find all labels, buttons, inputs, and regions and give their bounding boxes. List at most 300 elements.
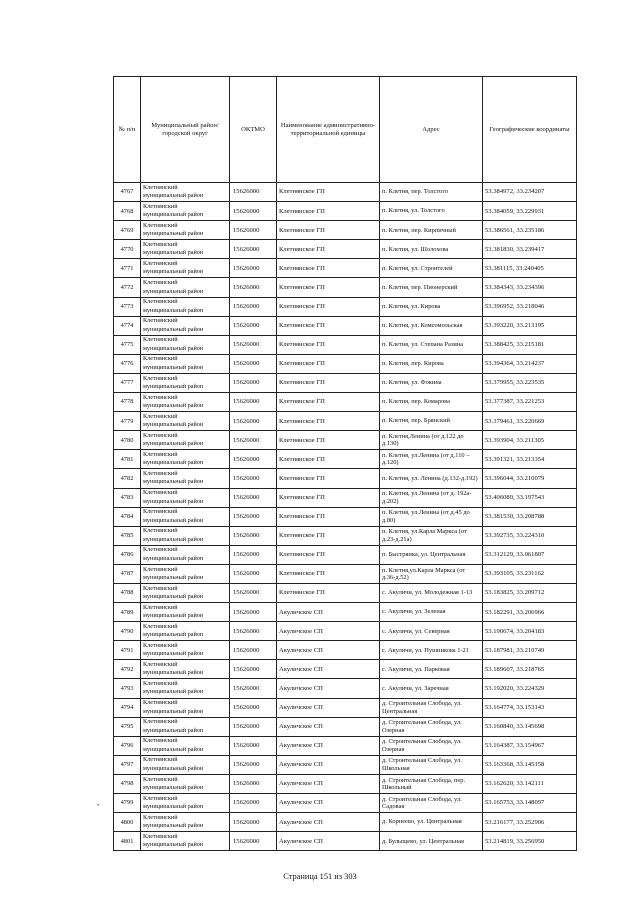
row-district (141, 373, 230, 392)
table-row (114, 736, 577, 755)
row-district-line: муниципальный район (143, 612, 204, 620)
row-address: п. Клетня, пер. Кирова (380, 354, 483, 373)
row-district (141, 603, 230, 622)
row-unit: Акуличское СП (277, 755, 380, 774)
address-table (113, 76, 577, 851)
row-district-line: муниципальный район (143, 192, 204, 200)
row-coords: 53.393105, 33.231162 (483, 564, 577, 583)
row-district-line: Клетнянский (143, 374, 178, 382)
row-oktmo: 15626000 (230, 603, 277, 622)
table-row (114, 431, 577, 450)
row-district-line: муниципальный район (143, 707, 204, 715)
row-address: д. Корнеево, ул. Центральная (380, 813, 483, 832)
table-row (114, 717, 577, 736)
row-coords: 53.381530, 33.208788 (483, 507, 577, 526)
table-row (114, 373, 577, 392)
header-district: Муниципальный район/городской округ (141, 77, 230, 183)
row-coords: 53.396044, 33.210079 (483, 469, 577, 488)
row-coords: 53.393904, 33.211305 (483, 431, 577, 450)
table-row (114, 354, 577, 373)
row-district (141, 813, 230, 832)
row-district-line: муниципальный район (143, 287, 204, 295)
row-district (141, 431, 230, 450)
row-number: 4787 (114, 564, 141, 583)
row-oktmo: 15626000 (230, 259, 277, 278)
row-number: 4769 (114, 221, 141, 240)
row-oktmo: 15626000 (230, 660, 277, 679)
row-number: 4790 (114, 622, 141, 641)
row-oktmo: 15626000 (230, 813, 277, 832)
row-district-line: муниципальный район (143, 650, 204, 658)
row-number: 4783 (114, 488, 141, 507)
row-number: 4775 (114, 335, 141, 354)
table-row (114, 221, 577, 240)
table-row (114, 278, 577, 297)
row-district (141, 183, 230, 202)
row-address: п. Клетня, пер. Кирпичный (380, 221, 483, 240)
row-district (141, 832, 230, 851)
row-unit: Клетнянское ГП (277, 202, 380, 221)
row-coords: 53.379955, 33.223535 (483, 373, 577, 392)
row-number: 4773 (114, 297, 141, 316)
row-district-line: Клетнянский (143, 641, 178, 649)
row-coords: 53.384972, 33.234207 (483, 183, 577, 202)
row-district (141, 488, 230, 507)
document-sheet (113, 76, 576, 851)
row-district (141, 717, 230, 736)
row-oktmo: 15626000 (230, 564, 277, 583)
table-row (114, 259, 577, 278)
row-number: 4780 (114, 431, 141, 450)
row-oktmo: 15626000 (230, 507, 277, 526)
row-district-line: муниципальный район (143, 745, 204, 753)
row-district (141, 622, 230, 641)
row-coords: 53.388425, 33.215181 (483, 335, 577, 354)
row-district-line: муниципальный район (143, 669, 204, 677)
row-coords: 53.381830, 33.239417 (483, 240, 577, 259)
row-number: 4797 (114, 755, 141, 774)
row-number: 4801 (114, 832, 141, 851)
row-number: 4781 (114, 450, 141, 469)
row-coords: 53.312129, 33.061807 (483, 545, 577, 564)
row-district (141, 641, 230, 660)
row-coords: 53.165753, 33.148097 (483, 794, 577, 813)
row-district-line: муниципальный район (143, 554, 204, 562)
row-district-line: Клетнянский (143, 737, 178, 745)
row-unit: Клетнянское ГП (277, 297, 380, 316)
row-district-line: муниципальный район (143, 344, 204, 352)
row-unit: Акуличское СП (277, 641, 380, 660)
row-district (141, 679, 230, 698)
row-district-line: Клетнянский (143, 832, 178, 840)
row-coords: 53.192020, 33.224329 (483, 679, 577, 698)
row-district-line: Клетнянский (143, 279, 178, 287)
row-unit: Клетнянское ГП (277, 240, 380, 259)
row-address: п. Клетня, ул. Шолохова (380, 240, 483, 259)
row-coords: 53.406089, 33.197543 (483, 488, 577, 507)
row-district-line: муниципальный район (143, 402, 204, 410)
row-district-line: Клетнянский (143, 431, 178, 439)
table-row (114, 526, 577, 545)
row-address: п. Клетня, ул. Кирова (380, 297, 483, 316)
row-unit: Клетнянское ГП (277, 354, 380, 373)
row-district-line: Клетнянский (143, 508, 178, 516)
row-district-line: Клетнянский (143, 450, 178, 458)
row-oktmo: 15626000 (230, 183, 277, 202)
row-district-line: Клетнянский (143, 584, 178, 592)
row-oktmo: 15626000 (230, 316, 277, 335)
row-district-line: Клетнянский (143, 794, 178, 802)
row-coords: 53.384343, 33.234396 (483, 278, 577, 297)
row-address: с. Акуличи, ул. Пушникова 1-21 (380, 641, 483, 660)
table-row (114, 488, 577, 507)
row-address: с. Акуличи, ул. Северная (380, 622, 483, 641)
row-unit: Клетнянское ГП (277, 545, 380, 564)
row-district-line: Клетнянский (143, 355, 178, 363)
row-district (141, 202, 230, 221)
row-oktmo: 15626000 (230, 526, 277, 545)
row-district-line: муниципальный район (143, 440, 204, 448)
row-unit: Акуличское СП (277, 698, 380, 717)
row-district-line: муниципальный район (143, 325, 204, 333)
row-district-line: Клетнянский (143, 546, 178, 554)
row-coords: 53.164387, 33.154967 (483, 736, 577, 755)
row-oktmo: 15626000 (230, 240, 277, 259)
header-coords: Географические координаты (483, 77, 577, 183)
row-district-line: муниципальный район (143, 783, 204, 791)
row-district-line: Клетнянский (143, 221, 178, 229)
row-oktmo: 15626000 (230, 679, 277, 698)
row-oktmo: 15626000 (230, 373, 277, 392)
row-district-line: муниципальный район (143, 382, 204, 390)
row-oktmo: 15626000 (230, 717, 277, 736)
row-district-line: Клетнянский (143, 336, 178, 344)
row-district-line: муниципальный район (143, 822, 204, 830)
table-row (114, 679, 577, 698)
row-address: д. Строительная Слобода, ул. Озерная (380, 717, 483, 736)
row-unit: Клетнянское ГП (277, 316, 380, 335)
row-district-line: Клетнянский (143, 718, 178, 726)
row-district-line: Клетнянский (143, 412, 178, 420)
row-address: с. Акуличи, ул. Парковая (380, 660, 483, 679)
row-district-line: муниципальный район (143, 249, 204, 257)
row-district-line: Клетнянский (143, 603, 178, 611)
row-district-line: Клетнянский (143, 183, 178, 191)
row-coords: 53.396952, 33.218046 (483, 297, 577, 316)
row-unit: Акуличское СП (277, 622, 380, 641)
row-unit: Клетнянское ГП (277, 259, 380, 278)
row-district-line: муниципальный район (143, 688, 204, 696)
row-district-line: муниципальный район (143, 497, 204, 505)
table-row (114, 755, 577, 774)
row-oktmo: 15626000 (230, 545, 277, 564)
row-address: с. Акуличи, ул. Заречная (380, 679, 483, 698)
row-unit: Акуличское СП (277, 794, 380, 813)
row-address: п. Клетня, ул. Строителей (380, 259, 483, 278)
row-number: 4782 (114, 469, 141, 488)
table-body (114, 183, 577, 851)
row-number: 4771 (114, 259, 141, 278)
row-number: 4795 (114, 717, 141, 736)
row-number: 4791 (114, 641, 141, 660)
scan-mark: · (547, 825, 549, 831)
table-row (114, 794, 577, 813)
row-district-line: муниципальный район (143, 478, 204, 486)
row-district-line: муниципальный район (143, 726, 204, 734)
row-oktmo: 15626000 (230, 832, 277, 851)
row-coords: 53.189607, 33.218765 (483, 660, 577, 679)
row-oktmo: 15626000 (230, 469, 277, 488)
row-address: п. Клетня, пер. Брянский (380, 412, 483, 431)
row-district-line: муниципальный район (143, 363, 204, 371)
table-row (114, 335, 577, 354)
row-unit: Клетнянское ГП (277, 183, 380, 202)
row-oktmo: 15626000 (230, 221, 277, 240)
row-coords: 53.384059, 33.229931 (483, 202, 577, 221)
row-coords: 53.190674, 33.204183 (483, 622, 577, 641)
row-unit: Акуличское СП (277, 774, 380, 793)
row-address: п. Клетня, ул.Ленина (от д.110 – д.120) (380, 450, 483, 469)
row-address: д. Строительная Слобода, ул. Садовая (380, 794, 483, 813)
row-coords: 53.377387, 33.221253 (483, 393, 577, 412)
row-district (141, 450, 230, 469)
row-district-line: Клетнянский (143, 756, 178, 764)
row-number: 4798 (114, 774, 141, 793)
row-district (141, 545, 230, 564)
table-row (114, 774, 577, 793)
row-address: п. Клетня, пер. Пионерский (380, 278, 483, 297)
table-row (114, 507, 577, 526)
table-row (114, 583, 577, 602)
row-number: 4785 (114, 526, 141, 545)
row-district-line: муниципальный район (143, 631, 204, 639)
table-row (114, 412, 577, 431)
row-district (141, 316, 230, 335)
row-number: 4777 (114, 373, 141, 392)
row-number: 4779 (114, 412, 141, 431)
row-address: п. Клетня, ул. Фокина (380, 373, 483, 392)
row-district (141, 698, 230, 717)
row-oktmo: 15626000 (230, 354, 277, 373)
row-district-line: муниципальный район (143, 516, 204, 524)
row-district (141, 564, 230, 583)
row-address: с. Акуличи, ул. Зеленая (380, 603, 483, 622)
row-coords: 53.160840, 33.145698 (483, 717, 577, 736)
header-oktmo: ОКТМО (230, 77, 277, 183)
row-unit: Клетнянское ГП (277, 583, 380, 602)
row-address: д. Строительная Слобода, ул. Озерная (380, 736, 483, 755)
row-address: п. Клетня, пер. Комарова (380, 393, 483, 412)
row-district-line: Клетнянский (143, 470, 178, 478)
scan-mark: • (97, 803, 100, 809)
row-coords: 53.386561, 33.235186 (483, 221, 577, 240)
row-address: п. Быстрянка, ул. Центральная (380, 545, 483, 564)
row-number: 4778 (114, 393, 141, 412)
table-row (114, 698, 577, 717)
table-row (114, 545, 577, 564)
row-number: 4786 (114, 545, 141, 564)
row-oktmo: 15626000 (230, 335, 277, 354)
row-district (141, 221, 230, 240)
row-district-line: муниципальный район (143, 764, 204, 772)
table-row (114, 603, 577, 622)
row-number: 4768 (114, 202, 141, 221)
row-district-line: Клетнянский (143, 680, 178, 688)
row-coords: 53.182291, 33.206966 (483, 603, 577, 622)
row-number: 4800 (114, 813, 141, 832)
table-row (114, 813, 577, 832)
row-coords: 53.162620, 33.142111 (483, 774, 577, 793)
row-oktmo: 15626000 (230, 755, 277, 774)
row-number: 4770 (114, 240, 141, 259)
row-address: с. Акуличи, ул. Молодежная 1-13 (380, 583, 483, 602)
row-number: 4793 (114, 679, 141, 698)
row-district-line: муниципальный район (143, 803, 204, 811)
row-unit: Клетнянское ГП (277, 393, 380, 412)
row-address: п. Клетня,ул.Карла Маркса (от д.36-д.52) (380, 564, 483, 583)
row-unit: Клетнянское ГП (277, 431, 380, 450)
header-num: № п/п (114, 77, 141, 183)
row-oktmo: 15626000 (230, 583, 277, 602)
row-address: п. Клетня, ул. Степана Разина (380, 335, 483, 354)
row-address: п. Клетня,Ленина (от д.122 до д.130) (380, 431, 483, 450)
row-coords: 53.391321, 33.213354 (483, 450, 577, 469)
row-district (141, 278, 230, 297)
row-unit: Акуличское СП (277, 832, 380, 851)
row-address: п. Клетня, ул.Ленина (от д. 192а-д.202) (380, 488, 483, 507)
row-coords: 53.216177, 33.252906 (483, 813, 577, 832)
row-number: 4772 (114, 278, 141, 297)
row-district (141, 794, 230, 813)
row-district-line: Клетнянский (143, 775, 178, 783)
table-row (114, 469, 577, 488)
row-district-line: Клетнянский (143, 622, 178, 630)
row-unit: Акуличское СП (277, 660, 380, 679)
table-row (114, 183, 577, 202)
row-district-line: Клетнянский (143, 699, 178, 707)
row-unit: Акуличское СП (277, 679, 380, 698)
row-unit: Акуличское СП (277, 603, 380, 622)
table-row (114, 564, 577, 583)
row-number: 4799 (114, 794, 141, 813)
row-oktmo: 15626000 (230, 641, 277, 660)
row-district-line: муниципальный район (143, 230, 204, 238)
row-district (141, 335, 230, 354)
row-coords: 53.393220, 33.213195 (483, 316, 577, 335)
row-address: д. Строительная Слобода, ул. Школьная (380, 755, 483, 774)
row-address: п. Клетня, ул. Комсомольская (380, 316, 483, 335)
row-unit: Клетнянское ГП (277, 450, 380, 469)
row-address: д. Строительная Слобода, пер. Школьный (380, 774, 483, 793)
row-number: 4774 (114, 316, 141, 335)
row-district (141, 297, 230, 316)
row-unit: Клетнянское ГП (277, 335, 380, 354)
row-district-line: муниципальный район (143, 268, 204, 276)
row-oktmo: 15626000 (230, 698, 277, 717)
row-coords: 53.392735, 33.224310 (483, 526, 577, 545)
row-oktmo: 15626000 (230, 278, 277, 297)
row-coords: 53.164774, 33.153143 (483, 698, 577, 717)
row-unit: Клетнянское ГП (277, 373, 380, 392)
row-district (141, 354, 230, 373)
row-address: п. Клетня, ул.Карла Маркса (от д.23-д.21а) (380, 526, 483, 545)
table-row (114, 450, 577, 469)
row-coords: 53.187981, 33.210749 (483, 641, 577, 660)
row-district (141, 507, 230, 526)
row-district (141, 412, 230, 431)
row-district-line: Клетнянский (143, 260, 178, 268)
row-oktmo: 15626000 (230, 297, 277, 316)
row-district (141, 583, 230, 602)
row-address: п. Клетня, ул.Ленина (от д.45 до д.80) (380, 507, 483, 526)
row-unit: Клетнянское ГП (277, 488, 380, 507)
row-district (141, 660, 230, 679)
row-district-line: Клетнянский (143, 813, 178, 821)
header-address: Адрес (380, 77, 483, 183)
row-oktmo: 15626000 (230, 736, 277, 755)
header-unit: Наименование административно-территориальной единицы (277, 77, 380, 183)
row-unit: Клетнянское ГП (277, 469, 380, 488)
row-coords: 53.163368, 33.145158 (483, 755, 577, 774)
row-district-line: муниципальный район (143, 211, 204, 219)
row-coords: 53.381115, 33.240405 (483, 259, 577, 278)
row-number: 4789 (114, 603, 141, 622)
row-district-line: муниципальный район (143, 421, 204, 429)
row-number: 4788 (114, 583, 141, 602)
row-number: 4792 (114, 660, 141, 679)
row-district-line: муниципальный район (143, 593, 204, 601)
row-district (141, 259, 230, 278)
row-address: п. Клетня, пер. Толстого (380, 183, 483, 202)
page-footer: Страница 151 из 303 (283, 872, 357, 881)
row-number: 4784 (114, 507, 141, 526)
row-district-line: Клетнянский (143, 565, 178, 573)
row-district-line: Клетнянский (143, 660, 178, 668)
row-district-line: муниципальный район (143, 573, 204, 581)
row-district-line: муниципальный район (143, 535, 204, 543)
row-district-line: Клетнянский (143, 527, 178, 535)
row-address: д. Булыщево, ул. Центральная (380, 832, 483, 851)
row-number: 4796 (114, 736, 141, 755)
row-oktmo: 15626000 (230, 202, 277, 221)
table-row (114, 622, 577, 641)
row-address: п. Клетня, ул. Ленина (д.132-д.192) (380, 469, 483, 488)
row-unit: Акуличское СП (277, 717, 380, 736)
row-district (141, 526, 230, 545)
row-oktmo: 15626000 (230, 794, 277, 813)
row-district-line: Клетнянский (143, 489, 178, 497)
row-coords: 53.394364, 33.214237 (483, 354, 577, 373)
row-number: 4776 (114, 354, 141, 373)
table-row (114, 297, 577, 316)
table-row (114, 393, 577, 412)
row-district (141, 469, 230, 488)
row-number: 4794 (114, 698, 141, 717)
table-row (114, 202, 577, 221)
row-district (141, 736, 230, 755)
table-row (114, 641, 577, 660)
row-unit: Акуличское СП (277, 813, 380, 832)
row-oktmo: 15626000 (230, 431, 277, 450)
table-row (114, 240, 577, 259)
row-district (141, 755, 230, 774)
row-district (141, 393, 230, 412)
row-district-line: муниципальный район (143, 306, 204, 314)
row-coords: 53.183825, 33.209712 (483, 583, 577, 602)
row-unit: Клетнянское ГП (277, 278, 380, 297)
row-oktmo: 15626000 (230, 450, 277, 469)
row-district-line: Клетнянский (143, 393, 178, 401)
